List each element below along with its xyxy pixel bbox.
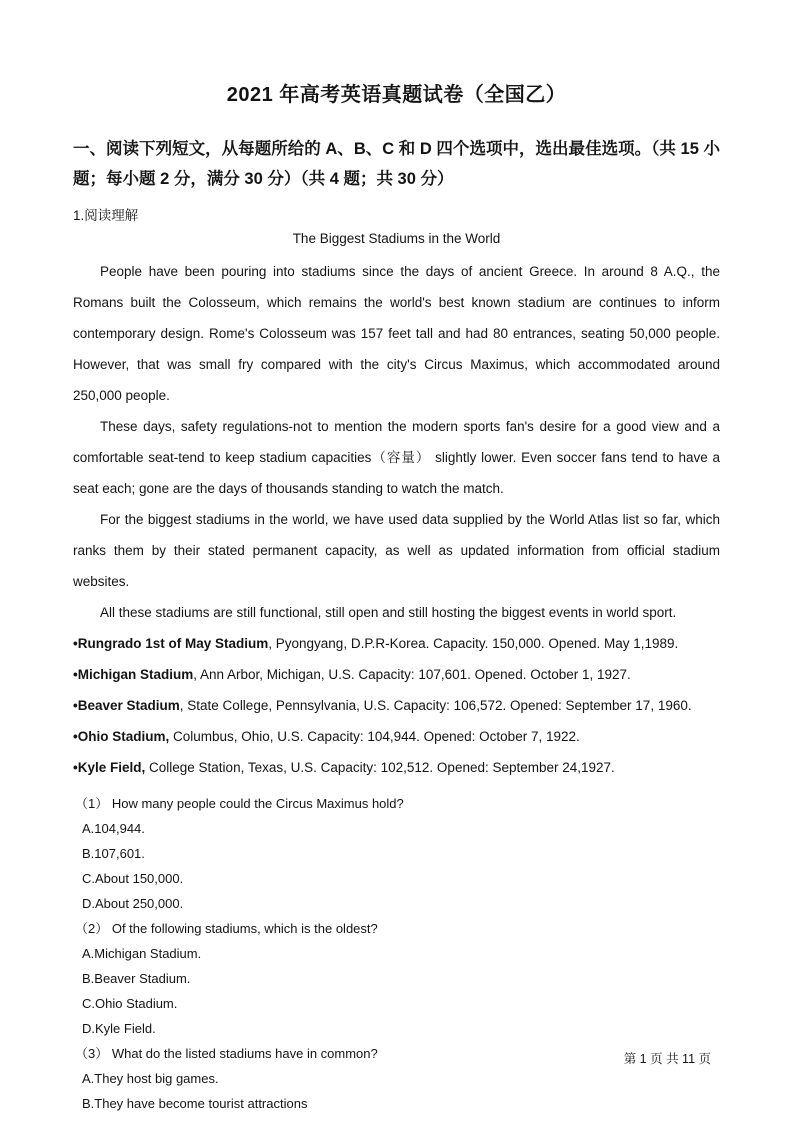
passage-title: The Biggest Stadiums in the World: [292, 231, 501, 246]
passage-paragraph: These days, safety regulations-not to mention the modern sports fan's desire for a good view and a comfortable seat-tend to keep stadium capacities（容量） slightly lower. Even soccer fans tend to have a seat each; gone are the days of thousands standing to watch the match.: [73, 419, 720, 496]
stadium-details: , State College, Pennsylvania, U.S. Capacity: 106,572. Opened: September 17, 1960.: [179, 698, 692, 713]
section-instructions: 一、阅读下列短文，从每题所给的 A、B、C 和 D 四个选项中，选出最佳选项。（共 15 小题；每小题 2 分，满分 30 分）（共 4 题；共 30 分）: [73, 140, 720, 188]
question-option: C.About 150,000.: [82, 871, 184, 886]
passage-paragraph: For the biggest stadiums in the world, we have used data supplied by the World Atlas list so far, which ranks them by their stated permanent capacity, as well as updated information from official stadium websites.: [73, 512, 720, 589]
passage-body: [73, 256, 720, 628]
bullet-icon: •: [73, 698, 78, 713]
passage-paragraph: All these stadiums are still functional, still open and still hosting the biggest events in world sport.: [100, 605, 677, 620]
stadium-details: , Pyongyang, D.P.R-Korea. Capacity. 150,000. Opened. May 1,1989.: [268, 636, 679, 651]
stadium-list-item: [73, 690, 720, 721]
stadium-list-item: [73, 659, 720, 690]
stadium-name: Beaver Stadium: [77, 698, 180, 713]
question-option: D.Kyle Field.: [82, 1021, 156, 1036]
stadium-list-item: [73, 752, 720, 783]
question-option: A.104,944.: [82, 821, 145, 836]
stadium-name: Ohio Stadium,: [77, 729, 170, 744]
stadium-name: Michigan Stadium: [77, 667, 194, 682]
stadium-details: , Ann Arbor, Michigan, U.S. Capacity: 107,601. Opened. October 1, 1927.: [193, 667, 631, 682]
document-title: 2021 年高考英语真题试卷（全国乙）: [226, 84, 567, 106]
bullet-icon: •: [73, 729, 78, 744]
stadium-name: Kyle Field,: [77, 760, 146, 775]
stadium-details: Columbus, Ohio, U.S. Capacity: 104,944. Opened: October 7, 1922.: [169, 729, 580, 744]
question-prompt: （1） How many people could the Circus Maximus hold?: [75, 796, 404, 811]
question-block-2: [73, 916, 720, 1041]
subsection-label: 1.阅读理解: [73, 208, 139, 223]
question-option: B.107,601.: [82, 846, 145, 861]
passage-paragraph: People have been pouring into stadiums since the days of ancient Greece. In around 8 A.Q., the Romans built the Colosseum, which remains the world's best known stadium are continues to inform contemporary design. Rome's Colosseum was 157 feet tall and had 80 entrances, seating 50,000 people. However, that was small fry compared with the city's Circus Maximus, which accommodated around 250,000 people.: [73, 264, 720, 403]
stadium-list: [73, 628, 720, 783]
stadium-list-item: [73, 628, 720, 659]
question-option: B.They have become tourist attractions: [82, 1096, 308, 1111]
page-number: 第 1 页 共 11 页: [623, 1052, 711, 1066]
question-option: C.Ohio Stadium.: [82, 996, 178, 1011]
stadium-details: College Station, Texas, U.S. Capacity: 102,512. Opened: September 24,1927.: [145, 760, 615, 775]
stadium-name: Rungrado 1st of May Stadium: [77, 636, 269, 651]
question-block-1: [73, 791, 720, 916]
question-option: A.Michigan Stadium.: [82, 946, 202, 961]
question-option: B.Beaver Stadium.: [82, 971, 191, 986]
question-option: A.They host big games.: [82, 1071, 219, 1086]
question-prompt: （3） What do the listed stadiums have in common?: [75, 1046, 378, 1061]
bullet-icon: •: [73, 667, 78, 682]
stadium-list-item: [73, 721, 720, 752]
bullet-icon: •: [73, 636, 78, 651]
question-prompt: （2） Of the following stadiums, which is the oldest?: [75, 921, 378, 936]
bullet-icon: •: [73, 760, 78, 775]
question-option: D.About 250,000.: [82, 896, 184, 911]
